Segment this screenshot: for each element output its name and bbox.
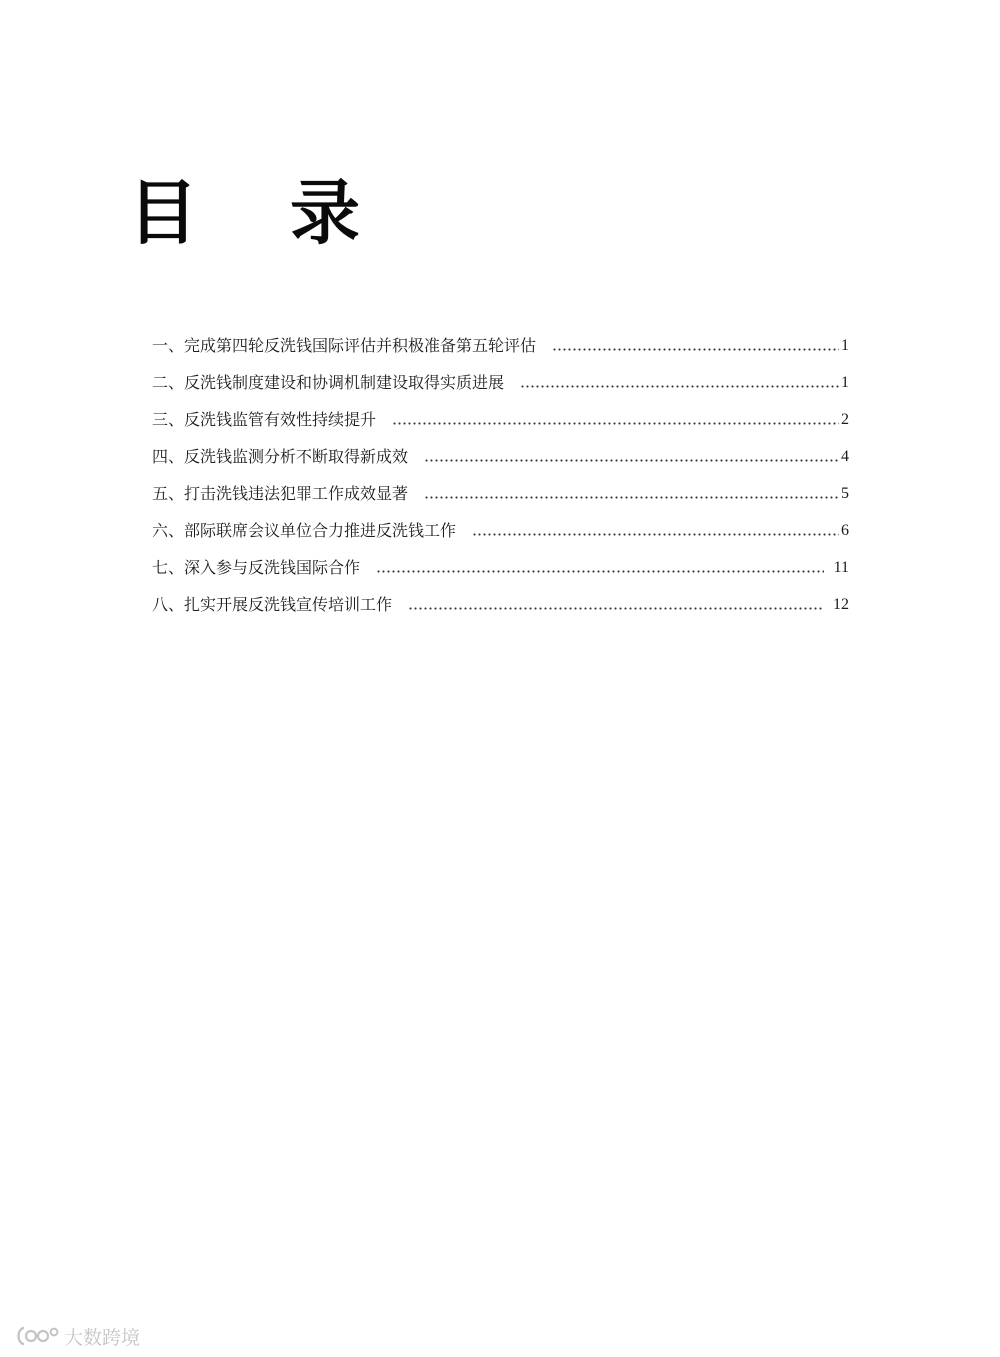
- title-char-mu: 目: [128, 172, 198, 254]
- toc-entry-title: 五、打击洗钱违法犯罪工作成效显著: [152, 484, 409, 503]
- toc-entry-title: 一、完成第四轮反洗钱国际评估并积极准备第五轮评估: [152, 336, 537, 355]
- toc-entry[interactable]: [152, 504, 849, 541]
- toc-entry-title: 八、扎实开展反洗钱宣传培训工作: [152, 595, 393, 614]
- toc-page-number: 6: [841, 522, 849, 539]
- toc-page-number: 12: [833, 596, 849, 613]
- page-title: [128, 168, 388, 258]
- table-of-contents: [152, 319, 849, 615]
- toc-entry[interactable]: [152, 467, 849, 504]
- toc-entry-title: 二、反洗钱制度建设和协调机制建设取得实质进展: [152, 373, 505, 392]
- toc-page-number: 11: [833, 559, 849, 576]
- toc-page-number: 5: [841, 485, 849, 502]
- toc-entry-title: 四、反洗钱监测分析不断取得新成效: [152, 447, 409, 466]
- toc-page-number: 1: [841, 374, 849, 391]
- toc-entry[interactable]: [152, 430, 849, 467]
- toc-dot-leader: [424, 496, 839, 499]
- toc-entry[interactable]: [152, 319, 849, 356]
- watermark: [14, 1322, 140, 1350]
- toc-entry-title: 六、部际联席会议单位合力推进反洗钱工作: [152, 521, 457, 540]
- toc-dot-leader: [552, 348, 839, 351]
- watermark-text: 大数跨境: [64, 1326, 141, 1349]
- toc-dot-leader: [408, 607, 823, 610]
- toc-entry[interactable]: [152, 541, 849, 578]
- toc-dot-leader: [424, 459, 839, 462]
- toc-dot-leader: [472, 533, 839, 536]
- toc-dot-leader: [520, 385, 839, 388]
- logo-icon: [14, 1324, 60, 1348]
- toc-page-number: 2: [841, 411, 849, 428]
- toc-entry-title: 七、深入参与反洗钱国际合作: [152, 558, 361, 577]
- toc-entry[interactable]: [152, 578, 849, 615]
- toc-entry[interactable]: [152, 356, 849, 393]
- toc-dot-leader: [376, 570, 824, 573]
- toc-entry[interactable]: [152, 393, 849, 430]
- title-char-lu: 录: [290, 172, 360, 254]
- toc-page-number: 1: [841, 337, 849, 354]
- toc-entry-title: 三、反洗钱监管有效性持续提升: [152, 410, 377, 429]
- toc-dot-leader: [392, 422, 839, 425]
- toc-page-number: 4: [841, 448, 849, 465]
